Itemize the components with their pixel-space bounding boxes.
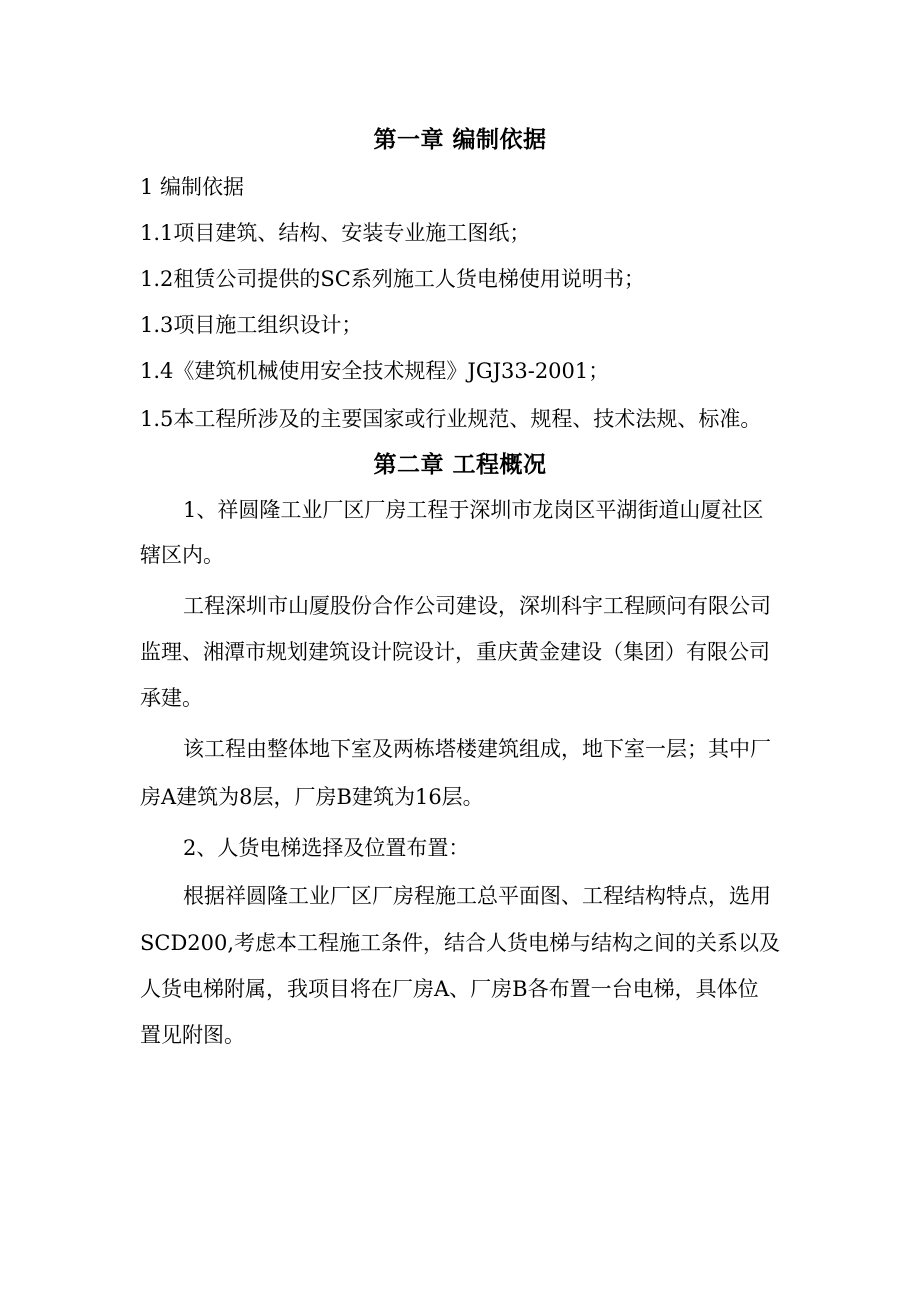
overview-paragraph-3-line-1: 该工程由整体地下室及两栋塔楼建筑组成，地下室一层；其中厂: [183, 737, 771, 761]
elevator-paragraph-line-2: SCD200,考虑本工程施工条件，结合人货电梯与结构之间的关系以及: [140, 931, 781, 955]
elevator-paragraph-line-1: 根据祥圆隆工业厂区厂房程施工总平面图、工程结构特点，选用: [183, 884, 771, 908]
elevator-paragraph-line-3: 人货电梯附属，我项目将在厂房A、厂房B各布置一台电梯，具体位: [140, 977, 759, 1001]
overview-paragraph-2-line-2: 监理、湘潭市规划建筑设计院设计，重庆黄金建设（集团）有限公司: [140, 640, 770, 664]
section-1-heading: 1 编制依据: [140, 175, 245, 199]
basis-item-1-5: 1.5本工程所涉及的主要国家或行业规范、规程、技术法规、标准。: [140, 407, 762, 431]
elevator-selection-heading: 2、人货电梯选择及位置布置：: [183, 836, 470, 860]
overview-paragraph-1-line-1: 1、祥圆隆工业厂区厂房工程于深圳市龙岗区平湖街道山厦社区: [183, 498, 764, 522]
basis-item-1-3: 1.3项目施工组织设计；: [140, 313, 363, 337]
chapter-2-title: 第二章 工程概况: [373, 451, 547, 478]
overview-paragraph-2-line-3: 承建。: [140, 686, 203, 710]
basis-item-1-4: 1.4《建筑机械使用安全技术规程》JGJ33-2001；: [140, 359, 610, 383]
basis-item-1-2: 1.2租赁公司提供的SC系列施工人货电梯使用说明书；: [140, 267, 645, 291]
overview-paragraph-2-line-1: 工程深圳市山厦股份合作公司建设，深圳科宇工程顾问有限公司: [183, 594, 771, 618]
basis-item-1-1: 1.1项目建筑、结构、安装专业施工图纸；: [140, 221, 531, 245]
chapter-1-title: 第一章 编制依据: [373, 126, 547, 153]
overview-paragraph-3-line-2: 房A建筑为8层，厂房B建筑为16层。: [140, 785, 484, 809]
elevator-paragraph-line-4: 置见附图。: [140, 1023, 245, 1047]
overview-paragraph-1-line-2: 辖区内。: [140, 543, 224, 567]
